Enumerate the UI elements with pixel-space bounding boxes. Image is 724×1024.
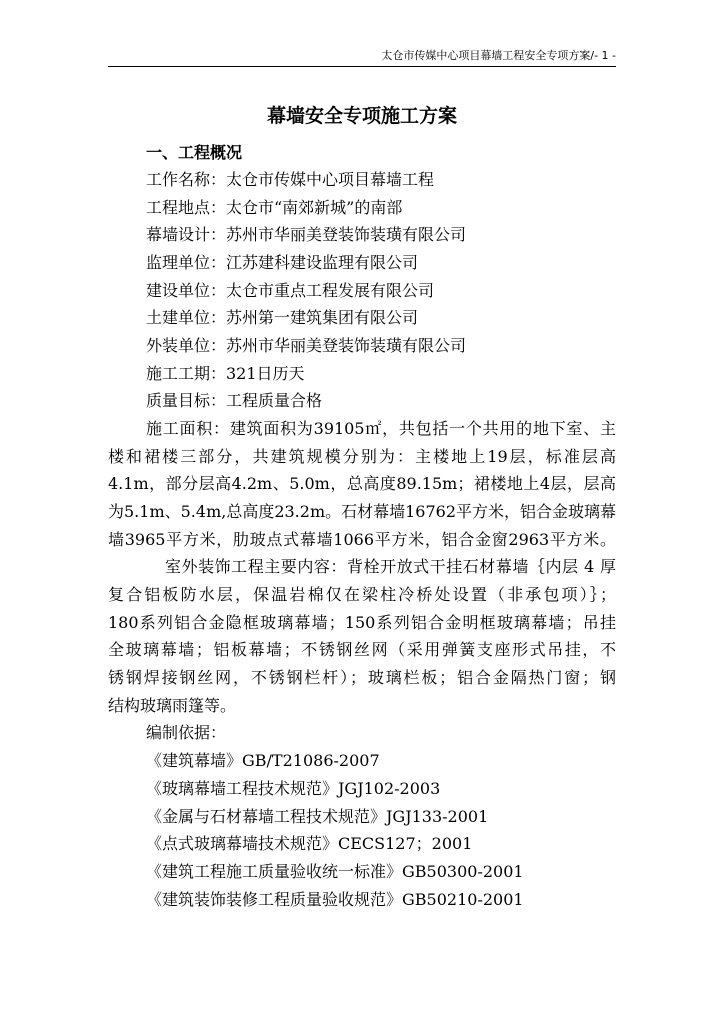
info-line-facade-contractor: 外装单位：苏州市华丽美登装饰装璜有限公司 (146, 336, 467, 355)
content-paragraph-line: 180系列铝合金隐框玻璃幕墙；150系列铝合金明框玻璃幕墙；吊挂 (108, 613, 616, 632)
document-title: 幕墙安全专项施工方案 (266, 105, 457, 127)
area-paragraph-line: 楼和裙楼三部分，共建筑规模分别为：主楼地上19层，标准层高 (108, 447, 616, 466)
content-paragraph-line: 结构玻璃雨篷等。 (108, 696, 237, 715)
basis-item: 《点式玻璃幕墙技术规范》CECS127；2001 (146, 834, 473, 853)
header-divider (108, 66, 616, 67)
content-paragraph-line: 室外装饰工程主要内容：背栓开放式干挂石材幕墙｛内层 4 厚 (165, 557, 616, 576)
info-line-project-name: 工作名称：太仓市传媒中心项目幕墙工程 (146, 170, 435, 189)
area-paragraph-line: 墙3965平方米，肋玻点式幕墙1066平方米，铝合金窗2963平方米。 (108, 530, 616, 549)
info-line-owner: 建设单位：太仓市重点工程发展有限公司 (146, 281, 435, 300)
area-paragraph-line: 为5.1m、5.4m,总高度23.2m。石材幕墙16762平方米，铝合金玻璃幕 (108, 502, 616, 521)
info-line-location: 工程地点：太仓市“南郊新城”的南部 (146, 198, 403, 217)
content-paragraph-line: 复合铝板防水层，保温岩棉仅在梁柱冷桥处设置（非承包项）｝； (108, 585, 616, 604)
basis-item: 《金属与石材幕墙工程技术规范》JGJ133-2001 (146, 807, 489, 826)
basis-item: 《建筑幕墙》GB/T21086-2007 (146, 751, 380, 770)
content-paragraph-line: 全玻璃幕墙；铝板幕墙；不锈钢丝网（采用弹簧支座形式吊挂，不 (108, 640, 616, 659)
area-paragraph-line: 施工面积：建筑面积为39105㎡，共包括一个共用的地下室、主 (146, 419, 616, 438)
info-line-civil-contractor: 土建单位：苏州第一建筑集团有限公司 (146, 308, 419, 327)
basis-item: 《建筑装饰装修工程质量验收规范》GB50210-2001 (146, 890, 524, 909)
section-heading: 一、工程概况 (146, 143, 243, 162)
basis-item: 《玻璃幕墙工程技术规范》JGJ102-2003 (146, 779, 441, 798)
basis-item: 《建筑工程施工质量验收统一标准》GB50300-2001 (146, 862, 524, 881)
content-paragraph-line: 锈钢焊接钢丝网，不锈钢栏杆）；玻璃栏板；铝合金隔热门窗；钢 (108, 668, 616, 687)
info-line-supervisor: 监理单位：江苏建科建设监理有限公司 (146, 253, 419, 272)
info-line-duration: 施工工期：321日历天 (146, 364, 305, 383)
area-paragraph-line: 4.1m，部分层高4.2m、5.0m，总高度89.15m；裙楼地上4层，层高 (108, 474, 616, 493)
basis-heading: 编制依据： (146, 723, 227, 742)
running-header: 太仓市传媒中心项目幕墙工程安全专项方案/- 1 - (381, 49, 616, 62)
info-line-designer: 幕墙设计：苏州市华丽美登装饰装璜有限公司 (146, 225, 467, 244)
info-line-quality-target: 质量目标：工程质量合格 (146, 391, 323, 410)
